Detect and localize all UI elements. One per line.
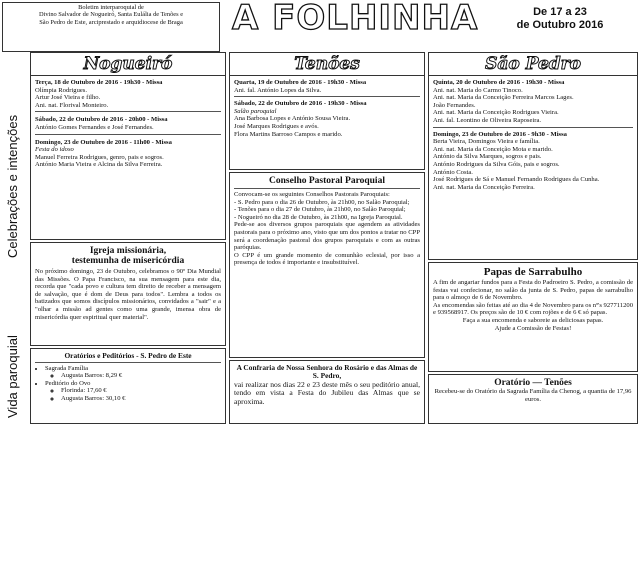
conselho-title: Conselho Pastoral Paroquial — [269, 176, 385, 186]
intention: Ani. nat. Maria do Carmo Tinoco. — [433, 86, 523, 94]
mass-date: Sábado, 22 de Outubro de 2016 - 20h00 - Missa — [35, 116, 168, 124]
papas-paragraph: Ajude a Comissão de Festas! — [494, 324, 572, 332]
mass-note: Salão paroquial — [234, 107, 277, 115]
confraria-box — [229, 360, 425, 424]
intention: Ani. nat. Florival Monteiro. — [35, 101, 109, 109]
intention: Ani. nat. Maria da Conceição Rodrigues Vieira. — [433, 109, 559, 117]
mass-note: Festa do idoso — [35, 146, 74, 154]
bulletin-line: São Pedro de Este, arciprestado e arquidiocese de Braga — [39, 18, 183, 26]
date-line-2: de Outubro 2016 — [516, 19, 604, 31]
intention: Flora Martins Barroso Campos e marido. — [234, 130, 343, 138]
bulletin-header-box — [2, 2, 220, 52]
intention: António Costa. — [433, 168, 473, 176]
igreja-missionaria-box — [30, 242, 226, 346]
conselho-box — [229, 172, 425, 358]
papas-title: Papas de Sarrabulho — [483, 266, 583, 278]
confraria-title: A Confraria de Nossa Senhora do Rosário e das Almas de S. Pedro, — [236, 363, 418, 381]
conselho-paragraph: O CPP é um grande momento de comunhão eclesial, por isso a presença de todos é importante e insubstituível. — [234, 251, 420, 267]
intention: Berta Vieira, Domingos Vieira e família. — [433, 138, 540, 146]
papas-paragraph: A fim de angariar fundos para a Festa do Padroeiro S. Pedro, a comissão de festas vai confecionar, no salão da junta de S. Pedro, papas de sarrabulho para o almoço de 6 de Novembro. — [433, 279, 633, 302]
mass-date: Quarta, 19 de Outubro de 2016 - 19h30 - Missa — [234, 79, 367, 86]
intention: Ani. nat. Maria da Conceição Ferreira Marcos Lages. — [433, 94, 574, 102]
papas-paragraph: Faça a sua encomenda e saboreie as deliciosas papas. — [462, 316, 604, 324]
oratorio-tenoes-box — [428, 374, 638, 424]
mass-date: Sábado, 22 de Outubro de 2016 - 19h30 - Missa — [234, 100, 367, 108]
tenoes-heading: Tenões — [230, 53, 424, 76]
igreja-body: No próximo domingo, 23 de Outubro, celebramos o 90º Dia Mundial das Missões. O Papa Francisco, na sua mensagem para este dia, recorda que "cada povo e cultura tem direito de receber a mensagem de salvação, que é dom de Deus para todos". Lembra a todos os batizados que somos discípulos missionários, convidados a "sair" e a "olhar a missão ad gentes como uma grande, imensa obra de misericórdia quer espiritual quer material". — [35, 268, 221, 321]
date-range — [485, 6, 635, 32]
papas-box — [428, 262, 638, 372]
intention: António da Silva Marques, sogros e pais. — [433, 153, 542, 161]
oratorio-tenoes-body: Recebeu-se do Oratório da Sagrada Família da Chenog, a quantia de 17,96 euros. — [434, 388, 632, 403]
sao-pedro-section — [428, 52, 638, 260]
oratorios-box — [30, 348, 226, 424]
igreja-title: testemunha de misericórdia — [71, 256, 185, 266]
nogueiro-section — [30, 52, 226, 240]
intention: António Maria Vieira e Alcina da Silva Ferreira. — [35, 161, 163, 169]
oratorios-title: Oratórios e Peditórios - S. Pedro de Este — [64, 351, 192, 360]
intention: João Fernandes. — [433, 101, 476, 109]
side-label-parish-life: Vida paroquial — [5, 335, 20, 418]
intention: Ani. nat. Maria da Conceição Mota e marido. — [433, 145, 553, 153]
list-item: ◦ Augusta Barros: 8,29 € — [61, 372, 221, 380]
conselho-paragraph: - S. Pedro para o dia 26 de Outubro, às 21h00, no Salão Paroquial; — [234, 198, 410, 206]
oratorio-tenoes-title: Oratório — Tenões — [494, 378, 572, 388]
conselho-paragraph: Pede-se aos diversos grupos paroquiais que agendem as atividades pastorais para o próximo ano, visto que um dos pontos a tratar no CPP será a coordenação pastoral dos grupos paroquiais e com as outras paróquias. — [234, 221, 420, 252]
intention: Olímpia Rodrigues. — [35, 86, 88, 94]
intention: José Rodrigues de Sá e Manuel Fernando Rodrigues da Cunha. — [433, 176, 600, 184]
intention: Manuel Ferreira Rodrigues, genro, pais e sogros. — [35, 153, 164, 161]
confraria-body: vai realizar nos dias 22 e 23 deste mês o seu peditório anual, tendo em vista a Festa do Jubileu das Almas que se aproxima. — [234, 379, 420, 406]
conselho-paragraph: Convocam-se os seguintes Conselhos Pastorais Paroquiais: — [234, 191, 390, 198]
intention: Ani. nat. Maria da Conceição Ferreira. — [433, 183, 535, 191]
bulletin-line: Boletim interparoquial de — [78, 4, 144, 11]
intention: Ani. fal. António Lopes da Silva. — [234, 86, 322, 94]
list-item: • Peditório do Ovo ◦ Florinda: 17,60 € ◦ Augusta Barros: 30,10 € — [45, 380, 221, 403]
intention: Ani. fal. Leontino de Oliveira Raposeira. — [433, 116, 542, 124]
intention: Artur José Vieira e filho. — [35, 94, 101, 102]
intention: José Marques Rodrigues e avós. — [234, 122, 319, 130]
masthead-title: A FOLHINHA — [232, 0, 479, 38]
mass-date: Domingo, 23 de Outubro de 2016 - 11h00 - Missa — [35, 138, 172, 146]
list-item: ◦ Florinda: 17,60 € — [61, 387, 221, 395]
list-item: • Sagrada Família ◦ Augusta Barros: 8,29 € — [45, 365, 221, 380]
igreja-title: Igreja missionária, — [89, 246, 167, 256]
papas-paragraph: As encomendas são feitas até ao dia 4 de Novembro para os nº's 927711200 e 939568917. Os preços são de 10 € com rojões e de 6 € só papas. — [433, 301, 633, 317]
conselho-paragraph: - Nogueiró no dia 28 de Outubro, às 21h00, na Igreja Paroquial. — [234, 213, 403, 221]
mass-date: Terça, 18 de Outubro de 2016 - 19h30 - Missa — [35, 79, 163, 86]
bulletin-line: Divino Salvador de Nogueiró, Santa Eulália de Tenões e — [38, 11, 184, 19]
mass-date: Domingo, 23 de Outubro de 2016 - 9h30 - Missa — [433, 130, 567, 138]
sao-pedro-heading: São Pedro — [429, 53, 637, 76]
intention: António Rodrigues da Silva Góis, pais e sogros. — [433, 160, 560, 168]
mass-date: Quinta, 20 de Outubro de 2016 - 19h30 - Missa — [433, 79, 565, 86]
date-line-1: De 17 a 23 — [533, 6, 587, 18]
side-label-celebrations: Celebrações e intenções — [5, 114, 20, 258]
list-item: ◦ Augusta Barros: 30,10 € — [61, 395, 221, 403]
tenoes-section — [229, 52, 425, 170]
intention: Ana Barbosa Lopes e António Sousa Vieira. — [234, 115, 351, 123]
intention: António Gomes Fernandes e José Fernandes. — [35, 123, 154, 131]
conselho-paragraph: - Tenões para o dia 27 de Outubro, às 21h00, no Salão Paroquial; — [234, 206, 406, 214]
nogueiro-heading: Nogueiró — [31, 53, 225, 76]
